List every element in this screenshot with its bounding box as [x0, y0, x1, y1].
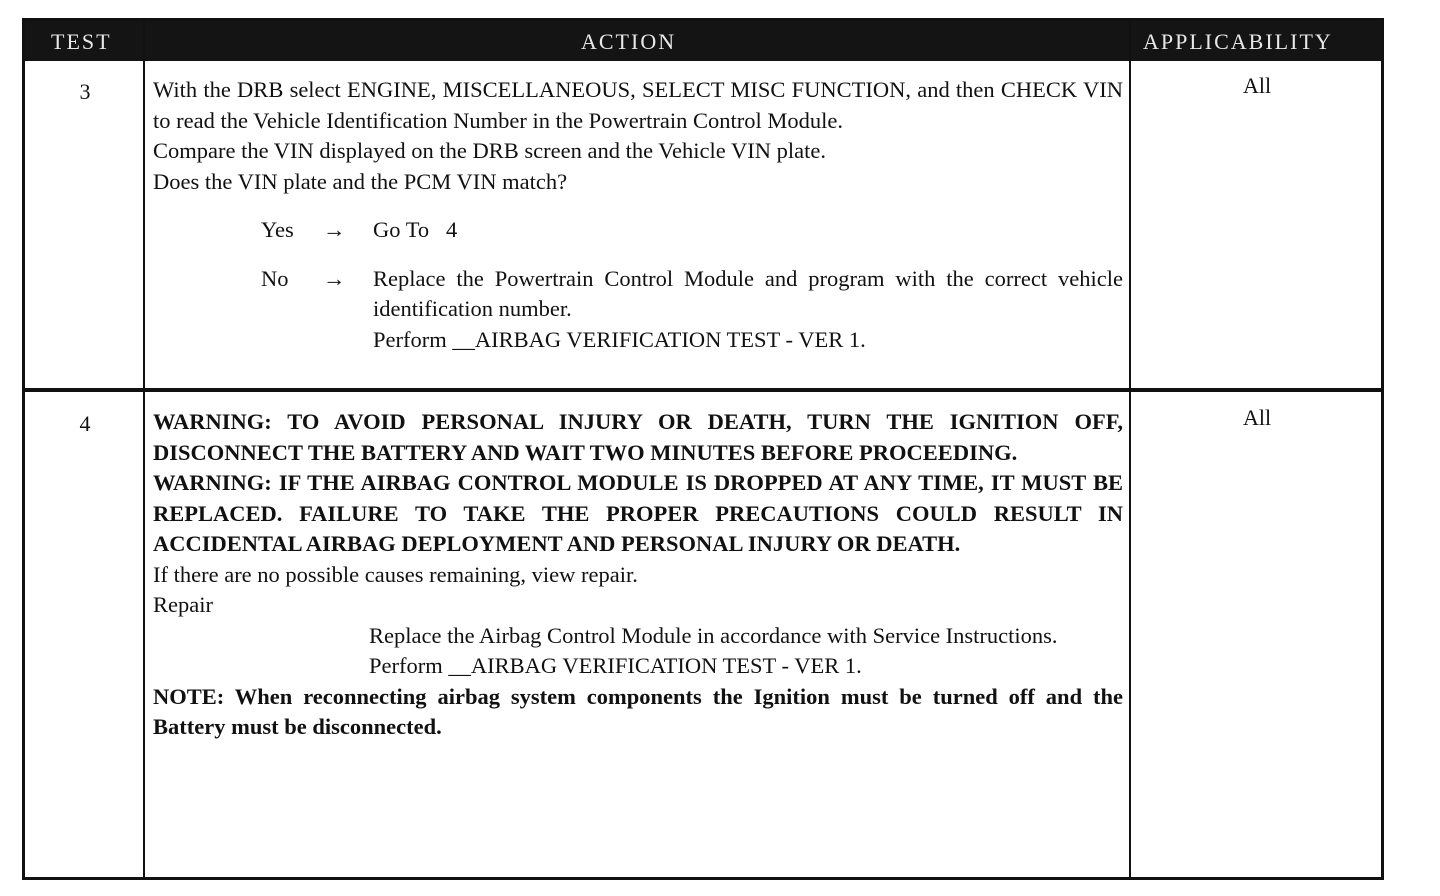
warning-text: WARNING: TO AVOID PERSONAL INJURY OR DEATH, TURN THE IGNITION OFF, DISCONNECT THE BATTERY AND WAIT TWO MINUTES BEFORE PROCEEDING. — [153, 409, 1123, 465]
note-text: NOTE: When reconnecting airbag system components the Ignition must be turned off and the Battery must be disconnected. — [153, 683, 1123, 739]
applicability-value: All — [1242, 73, 1272, 98]
arrow-icon: → — [323, 217, 346, 242]
yes-label: Yes — [261, 217, 294, 242]
repair-text: Replace the Airbag Control Module in accordance with Service Instructions. — [369, 622, 1058, 648]
row-divider — [25, 388, 1381, 392]
column-divider — [1129, 21, 1131, 877]
perform-text: Perform __AIRBAG VERIFICATION TEST - VER 1. — [369, 653, 862, 678]
applicability-value: All — [1242, 405, 1272, 430]
no-label: No — [261, 265, 289, 291]
warning-text: WARNING: IF THE AIRBAG CONTROL MODULE IS DROPPED AT ANY TIME, IT MUST BE REPLACED. FAILURE TO TAKE THE PROPER PRECAUTIONS COULD RESULT IN ACCIDENTAL AIRBAG DEPLOYMENT AND PERSONAL INJURY OR DEATH. — [153, 470, 1123, 556]
arrow-icon: → — [323, 265, 346, 291]
no-action: Replace the Powertrain Control Module and program with the correct vehicle identification number. — [373, 265, 1123, 321]
question-text: Does the VIN plate and the PCM VIN match? — [153, 168, 568, 194]
table-header — [25, 21, 1381, 61]
instruction-text: With the DRB select ENGINE, MISCELLANEOUS, SELECT MISC FUNCTION, and then CHECK VIN to read the Vehicle Identification Number in the Powertrain Control Module. — [153, 77, 1123, 133]
repair-label: Repair — [153, 592, 213, 617]
header-applicability: APPLICABILITY — [1143, 29, 1333, 54]
yes-branch — [153, 215, 1123, 246]
diagnostic-table — [22, 18, 1384, 880]
yes-action: Go To 4 — [373, 217, 458, 242]
header-action: ACTION — [581, 29, 677, 54]
test-number: 3 — [79, 79, 91, 104]
column-divider — [143, 21, 145, 877]
perform-text: Perform __AIRBAG VERIFICATION TEST - VER 1. — [373, 326, 866, 352]
test-number: 4 — [79, 411, 91, 436]
instruction-text: If there are no possible causes remaining, view repair. — [153, 561, 638, 587]
action-cell — [153, 407, 1123, 743]
header-test: TEST — [51, 29, 112, 54]
no-branch — [153, 264, 1123, 356]
instruction-text: Compare the VIN displayed on the DRB screen and the Vehicle VIN plate. — [153, 138, 826, 163]
action-cell — [153, 75, 1123, 355]
